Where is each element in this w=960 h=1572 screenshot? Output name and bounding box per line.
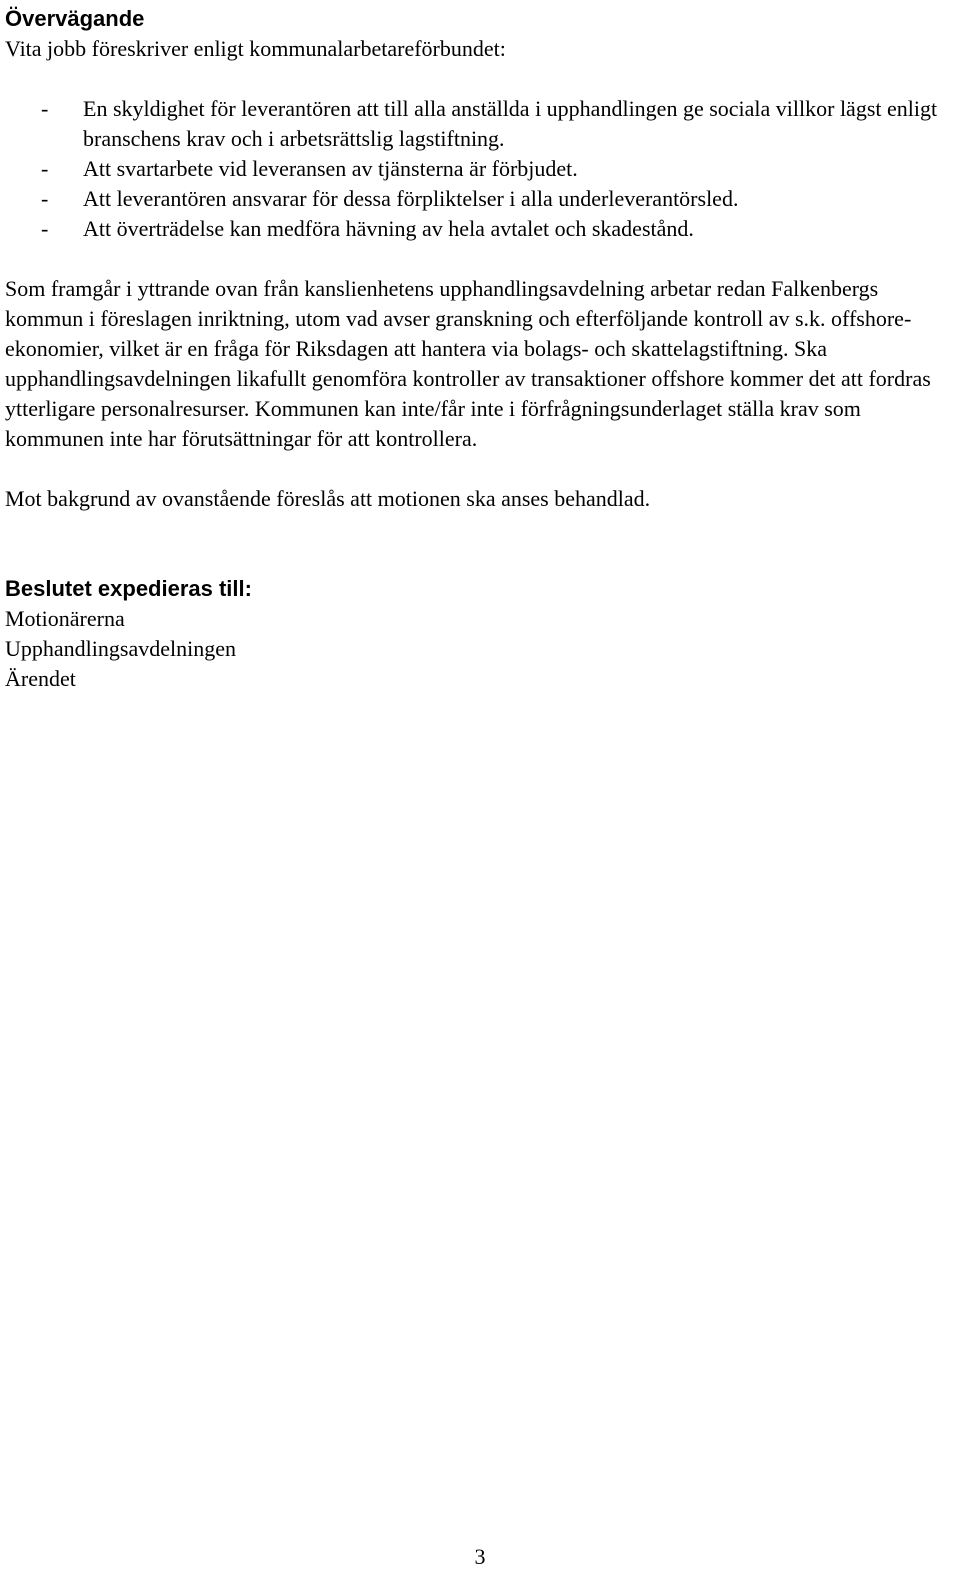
list-item: Upphandlingsavdelningen (5, 636, 236, 661)
list-item: Ärendet (5, 666, 76, 691)
list-item (5, 214, 957, 244)
requirements-list (5, 94, 957, 244)
list-item-text: Att leverantören ansvarar för dessa förpliktelser i alla underleverantörsled. (83, 186, 739, 211)
page-number: 3 (474, 1544, 486, 1569)
list-item (5, 184, 957, 214)
list-item-text: Att svartarbete vid leveransen av tjänsterna är förbjudet. (83, 156, 578, 181)
document-page (5, 4, 957, 694)
list-item (5, 94, 957, 154)
distribution-heading: Beslutet expedieras till: (5, 576, 252, 601)
section-heading: Övervägande (5, 6, 145, 31)
list-item-text: Att överträdelse kan medföra hävning av hela avtalet och skadestånd. (83, 216, 694, 241)
assessment-paragraph: Som framgår i yttrande ovan från kanslienhetens upphandlingsavdelning arbetar redan Falkenbergs kommun i föreslagen inriktning, utom vad avser granskning och efterföljande kontroll av s.k. offshore-ekonomier, vilket är en fråga för Riksdagen att hantera via bolags- och skattelagstiftning. Ska upphandlingsavdelningen likafullt genomföra kontroller av transaktioner offshore kommer det att fordras ytterligare personalresurser. Kommunen kan inte/får inte i förfrågningsunderlaget ställa krav som kommunen inte har förutsättningar för att kontrollera. (5, 276, 931, 451)
list-dash: - (41, 96, 49, 121)
list-item-text: En skyldighet för leverantören att till alla anställda i upphandlingen ge sociala villkor lägst enligt branschens krav och i arbetsrättslig lagstiftning. (83, 96, 938, 151)
conclusion-paragraph: Mot bakgrund av ovanstående föreslås att motionen ska anses behandlad. (5, 486, 651, 511)
list-dash: - (41, 156, 49, 181)
section-intro: Vita jobb föreskriver enligt kommunalarbetareförbundet: (5, 36, 506, 61)
list-dash: - (41, 216, 49, 241)
recipient-list (5, 604, 957, 694)
list-item (5, 154, 957, 184)
list-item: Motionärerna (5, 606, 125, 631)
list-dash: - (41, 186, 49, 211)
